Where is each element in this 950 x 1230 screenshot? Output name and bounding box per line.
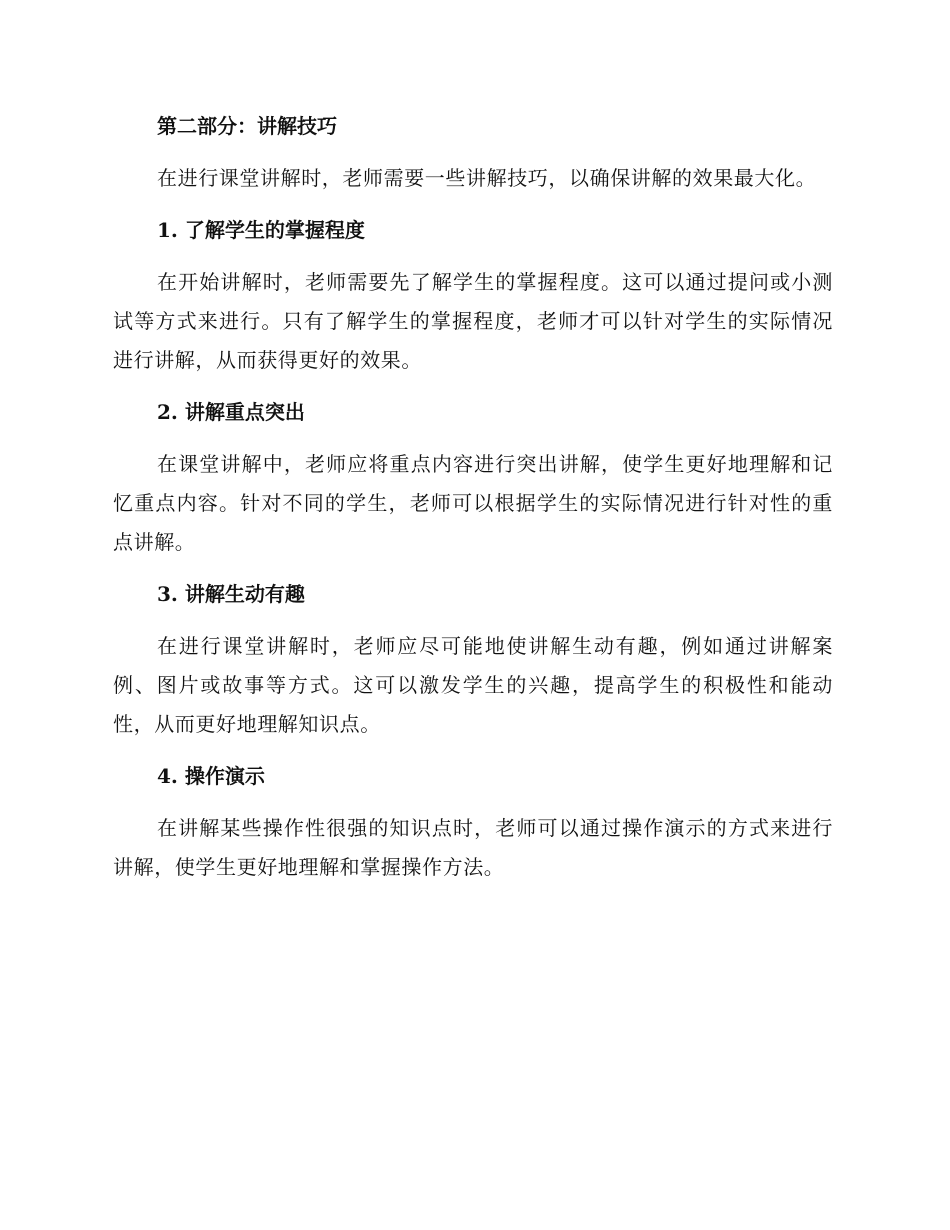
item-paragraph-1: 在开始讲解时，老师需要先了解学生的掌握程度。这可以通过提问或小测试等方式来进行。只有了解学生的掌握程度，老师才可以针对学生的实际情况进行讲解，从而获得更好的效果。 xyxy=(113,270,833,372)
item-paragraph-2: 在课堂讲解中，老师应将重点内容进行突出讲解，使学生更好地理解和记忆重点内容。针对不同的学生，老师可以根据学生的实际情况进行针对性的重点讲解。 xyxy=(113,452,833,554)
section-title: 第二部分：讲解技巧 xyxy=(157,114,337,138)
item-heading-3: 3. 讲解生动有趣 xyxy=(157,582,305,606)
item-heading-2: 2. 讲解重点突出 xyxy=(157,400,305,424)
item-paragraph-3: 在进行课堂讲解时，老师应尽可能地使讲解生动有趣，例如通过讲解案例、图片或故事等方式。这可以激发学生的兴趣，提高学生的积极性和能动性，从而更好地理解知识点。 xyxy=(113,634,833,736)
intro-paragraph: 在进行课堂讲解时，老师需要一些讲解技巧，以确保讲解的效果最大化。 xyxy=(157,166,817,190)
document-content xyxy=(113,110,833,903)
item-heading-4: 4. 操作演示 xyxy=(157,764,265,788)
item-heading-1: 1. 了解学生的掌握程度 xyxy=(157,218,365,242)
item-paragraph-4: 在讲解某些操作性很强的知识点时，老师可以通过操作演示的方式来进行讲解，使学生更好地理解和掌握操作方法。 xyxy=(113,816,833,879)
